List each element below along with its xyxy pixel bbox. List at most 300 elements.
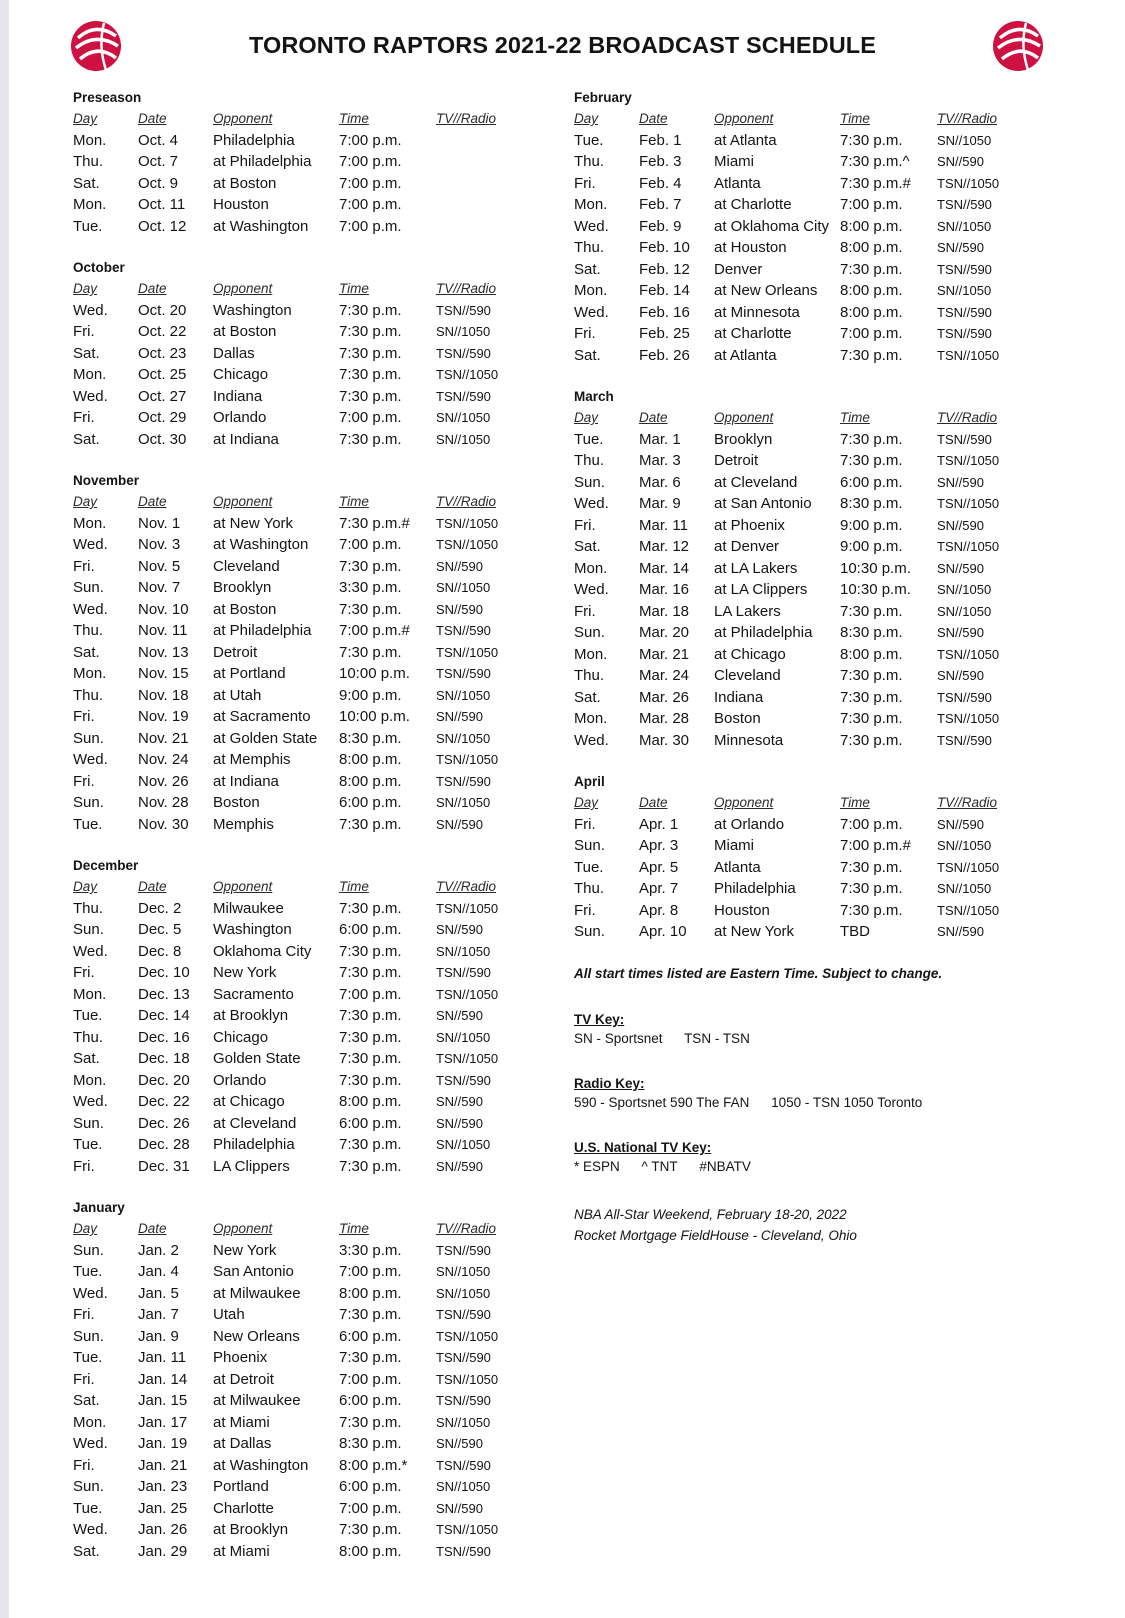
- game-opponent: at Detroit: [213, 1370, 274, 1388]
- game-row: [73, 1390, 526, 1412]
- allstar-venue: Rocket Mortgage FieldHouse - Cleveland, Ohio: [574, 1228, 857, 1243]
- game-broadcast: TSN//1050: [937, 646, 1000, 662]
- game-broadcast: SN//590: [436, 558, 483, 574]
- header-opponent: Opponent: [213, 281, 273, 297]
- game-time: 7:30 p.m.: [339, 1157, 402, 1175]
- game-row: [73, 364, 526, 386]
- allstar-note: [574, 1204, 857, 1246]
- game-opponent: Washington: [213, 921, 292, 939]
- game-row: [73, 984, 526, 1006]
- game-row: [574, 687, 1027, 709]
- game-broadcast: TSN//1050: [436, 1371, 499, 1387]
- tv-key-item: TSN - TSN: [684, 1031, 750, 1046]
- game-time: 7:00 p.m.: [840, 815, 903, 833]
- month-heading: Preseason: [73, 90, 142, 105]
- game-date: Oct. 30: [138, 430, 187, 448]
- game-row: [574, 194, 1027, 216]
- game-broadcast: TSN//1050: [937, 902, 1000, 918]
- game-opponent: Denver: [714, 260, 763, 278]
- game-time: 7:30 p.m.: [339, 964, 402, 982]
- game-date: Feb. 14: [639, 282, 690, 300]
- game-broadcast: SN//1050: [937, 881, 992, 897]
- game-row: [73, 814, 526, 836]
- allstar-line: NBA All-Star Weekend, February 18-20, 2022: [574, 1207, 847, 1222]
- game-day: Sat.: [73, 643, 100, 661]
- game-opponent: at Chicago: [213, 1093, 285, 1111]
- game-day: Tue.: [73, 1349, 103, 1367]
- game-date: Jan. 11: [138, 1349, 187, 1367]
- header-opponent: Opponent: [213, 1221, 273, 1237]
- game-opponent: at Boston: [213, 600, 277, 618]
- game-opponent: Minnesota: [714, 731, 784, 749]
- game-row: [73, 1240, 526, 1262]
- game-opponent: at New Orleans: [714, 282, 818, 300]
- game-row: [73, 919, 526, 941]
- game-opponent: Sacramento: [213, 985, 294, 1003]
- game-date: Feb. 10: [639, 239, 690, 257]
- game-date: Apr. 5: [639, 858, 679, 876]
- game-row: [73, 1476, 526, 1498]
- game-broadcast: TSN//590: [937, 304, 992, 320]
- game-time: 8:00 p.m.: [339, 751, 402, 769]
- game-date: Jan. 26: [138, 1521, 188, 1539]
- game-time: 7:00 p.m.#: [840, 837, 911, 855]
- game-broadcast: TSN//590: [937, 732, 992, 748]
- game-opponent: at Boston: [213, 174, 277, 192]
- radio-key-title: Radio Key:: [574, 1076, 645, 1091]
- game-day: Sat.: [574, 346, 601, 364]
- game-row: [73, 1519, 526, 1541]
- game-broadcast: SN//1050: [937, 838, 992, 854]
- game-day: Fri.: [73, 557, 95, 575]
- header-date: Date: [639, 111, 668, 127]
- game-row: [73, 1134, 526, 1156]
- header-tv-radio: TV//Radio: [436, 1221, 497, 1237]
- game-date: Nov. 13: [138, 643, 189, 661]
- game-row: [574, 450, 1027, 472]
- game-row: [73, 620, 526, 642]
- page-title: TORONTO RAPTORS 2021-22 BROADCAST SCHEDULE: [248, 32, 877, 58]
- game-opponent: at Oklahoma City: [714, 217, 830, 235]
- game-row: [574, 216, 1027, 238]
- game-opponent: at Atlanta: [714, 346, 777, 364]
- game-broadcast: TSN//1050: [436, 1522, 499, 1538]
- game-date: Nov. 11: [138, 622, 188, 640]
- game-date: Mar. 12: [639, 538, 690, 556]
- game-time: 7:30 p.m.: [840, 901, 903, 919]
- game-row: [73, 173, 526, 195]
- game-opponent: Washington: [213, 301, 292, 319]
- game-date: Nov. 15: [138, 665, 189, 683]
- game-date: Apr. 1: [639, 815, 679, 833]
- game-row: [73, 792, 526, 814]
- game-day: Sat.: [73, 1392, 100, 1410]
- game-day: Mon.: [73, 665, 107, 683]
- header-day: Day: [574, 410, 599, 426]
- game-opponent: at New York: [714, 923, 795, 941]
- header-time: Time: [339, 1221, 369, 1237]
- game-day: Mon.: [73, 514, 107, 532]
- game-time: 7:30 p.m.: [339, 643, 402, 661]
- game-row: [73, 216, 526, 238]
- game-broadcast: SN//1050: [436, 943, 491, 959]
- game-opponent: at Chicago: [714, 645, 786, 663]
- game-date: Dec. 14: [138, 1007, 190, 1025]
- game-row: [73, 1541, 526, 1563]
- game-opponent: Chicago: [213, 366, 269, 384]
- game-opponent: Cleveland: [213, 557, 280, 575]
- game-time: 7:30 p.m.: [339, 1050, 402, 1068]
- game-day: Sat.: [574, 688, 601, 706]
- game-day: Sat.: [73, 174, 100, 192]
- game-row: [73, 1304, 526, 1326]
- game-day: Sat.: [73, 1050, 100, 1068]
- column-headers: [574, 407, 1027, 429]
- game-date: Nov. 21: [138, 729, 189, 747]
- game-broadcast: TSN//1050: [937, 539, 1000, 555]
- game-day: Tue.: [73, 1007, 103, 1025]
- game-day: Wed.: [574, 731, 609, 749]
- game-time: 7:30 p.m.: [339, 1136, 402, 1154]
- game-time: 8:00 p.m.: [840, 217, 903, 235]
- game-day: Thu.: [73, 686, 104, 704]
- game-opponent: at Denver: [714, 538, 780, 556]
- game-day: Mon.: [73, 985, 107, 1003]
- game-row: [73, 151, 526, 173]
- game-opponent: at Miami: [213, 1413, 270, 1431]
- tv-key-item: SN - Sportsnet: [574, 1031, 663, 1046]
- radio-key-item: 590 - Sportsnet 590 The FAN: [574, 1095, 750, 1110]
- game-day: Fri.: [574, 325, 596, 343]
- game-day: Wed.: [73, 1093, 108, 1111]
- game-broadcast: TSN//1050: [436, 537, 499, 553]
- game-row: [73, 1113, 526, 1135]
- game-broadcast: SN//1050: [436, 1414, 491, 1430]
- month-heading: December: [73, 858, 139, 873]
- header-date: Date: [138, 111, 167, 127]
- game-opponent: at Dallas: [213, 1435, 272, 1453]
- game-opponent: Charlotte: [213, 1499, 274, 1517]
- column-headers: [73, 1218, 526, 1240]
- game-day: Wed.: [73, 387, 108, 405]
- game-opponent: San Antonio: [213, 1263, 294, 1281]
- game-date: Mar. 24: [639, 667, 690, 685]
- game-day: Sun.: [73, 1327, 104, 1345]
- game-broadcast: TSN//590: [937, 431, 992, 447]
- game-day: Wed.: [574, 217, 609, 235]
- game-opponent: New York: [213, 964, 277, 982]
- header-time: Time: [339, 879, 369, 895]
- game-row: [73, 1455, 526, 1477]
- game-broadcast: SN//590: [436, 922, 483, 938]
- game-time: 7:00 p.m.: [339, 985, 402, 1003]
- game-opponent: at Charlotte: [714, 325, 792, 343]
- game-row: [73, 1498, 526, 1520]
- game-row: [73, 577, 526, 599]
- game-broadcast: TSN//590: [937, 197, 992, 213]
- game-row: [574, 237, 1027, 259]
- game-row: [574, 622, 1027, 644]
- game-date: Jan. 4: [138, 1263, 179, 1281]
- game-opponent: LA Clippers: [213, 1157, 290, 1175]
- header-tv-radio: TV//Radio: [937, 111, 998, 127]
- game-time: 8:00 p.m.: [339, 1093, 402, 1111]
- game-date: Oct. 23: [138, 344, 187, 362]
- game-broadcast: SN//1050: [436, 1285, 491, 1301]
- game-date: Feb. 1: [639, 131, 682, 149]
- game-time: 7:30 p.m.: [840, 688, 903, 706]
- game-row: [574, 302, 1027, 324]
- header-time: Time: [840, 410, 870, 426]
- game-broadcast: SN//590: [436, 1094, 483, 1110]
- game-day: Sun.: [73, 794, 104, 812]
- game-time: 8:30 p.m.: [840, 624, 903, 642]
- game-broadcast: SN//1050: [937, 218, 992, 234]
- game-day: Mon.: [574, 196, 608, 214]
- tv-key: [574, 1012, 768, 1046]
- game-time: 7:30 p.m.: [840, 731, 903, 749]
- game-opponent: LA Lakers: [714, 602, 781, 620]
- game-time: 10:00 p.m.: [339, 708, 410, 726]
- game-day: Sat.: [73, 344, 100, 362]
- game-date: Nov. 10: [138, 600, 189, 618]
- game-opponent: at Philadelphia: [213, 622, 312, 640]
- game-opponent: Boston: [714, 710, 761, 728]
- header-tv-radio: TV//Radio: [436, 281, 497, 297]
- game-time: 7:00 p.m.: [339, 131, 402, 149]
- game-opponent: Detroit: [714, 452, 759, 470]
- game-date: Dec. 8: [138, 942, 182, 960]
- game-row: [574, 323, 1027, 345]
- game-time: 6:00 p.m.: [339, 794, 402, 812]
- game-row: [574, 601, 1027, 623]
- game-opponent: at Boston: [213, 323, 277, 341]
- game-row: [73, 1005, 526, 1027]
- game-time: 7:30 p.m.: [339, 323, 402, 341]
- game-time: 7:00 p.m.: [339, 1263, 402, 1281]
- us-tv-key-item: * ESPN: [574, 1159, 620, 1174]
- game-time: 7:30 p.m.: [840, 602, 903, 620]
- game-time: 7:30 p.m.: [339, 1071, 402, 1089]
- game-opponent: at Milwaukee: [213, 1392, 301, 1410]
- header-time: Time: [339, 281, 369, 297]
- game-opponent: at Houston: [714, 239, 787, 257]
- game-day: Tue.: [73, 1263, 103, 1281]
- column-headers: [73, 108, 526, 130]
- game-date: Dec. 13: [138, 985, 190, 1003]
- game-date: Feb. 7: [639, 196, 682, 214]
- game-opponent: at Minnesota: [714, 303, 800, 321]
- game-date: Oct. 12: [138, 217, 187, 235]
- game-day: Sun.: [574, 473, 605, 491]
- game-broadcast: TSN//1050: [436, 1051, 499, 1067]
- game-row: [73, 534, 526, 556]
- game-date: Dec. 22: [138, 1093, 190, 1111]
- game-opponent: Indiana: [213, 387, 263, 405]
- game-broadcast: TSN//1050: [436, 367, 499, 383]
- game-time: 8:00 p.m.: [339, 772, 402, 790]
- game-row: [73, 771, 526, 793]
- game-time: 7:30 p.m.: [840, 260, 903, 278]
- game-date: Dec. 20: [138, 1071, 190, 1089]
- game-row: [73, 1261, 526, 1283]
- game-opponent: Orlando: [213, 409, 267, 427]
- us-tv-key-title: U.S. National TV Key:: [574, 1140, 712, 1155]
- game-date: Nov. 19: [138, 708, 189, 726]
- game-row: [73, 1369, 526, 1391]
- game-opponent: Oklahoma City: [213, 942, 312, 960]
- game-broadcast: SN//1050: [937, 132, 992, 148]
- game-day: Thu.: [73, 153, 104, 171]
- game-opponent: Utah: [213, 1306, 245, 1324]
- game-day: Sat.: [73, 1542, 100, 1560]
- game-row: [73, 130, 526, 152]
- game-time: 7:30 p.m.: [339, 387, 402, 405]
- header-tv-radio: TV//Radio: [937, 410, 998, 426]
- game-date: Jan. 15: [138, 1392, 188, 1410]
- game-row: [73, 1091, 526, 1113]
- game-day: Mon.: [73, 1413, 107, 1431]
- game-date: Oct. 29: [138, 409, 187, 427]
- us-tv-key: [574, 1140, 769, 1174]
- game-day: Thu.: [73, 899, 104, 917]
- notes-disclaimer: [574, 966, 942, 981]
- game-date: Feb. 9: [639, 217, 682, 235]
- game-date: Mar. 28: [639, 710, 690, 728]
- game-opponent: at San Antonio: [714, 495, 812, 513]
- game-day: Mon.: [73, 196, 107, 214]
- game-broadcast: SN//1050: [436, 795, 491, 811]
- game-day: Wed.: [73, 942, 108, 960]
- header-opponent: Opponent: [213, 494, 273, 510]
- game-row: [73, 513, 526, 535]
- game-time: 7:00 p.m.: [339, 196, 402, 214]
- game-broadcast: TSN//590: [436, 1072, 491, 1088]
- game-time: 9:00 p.m.: [840, 538, 903, 556]
- game-day: Fri.: [73, 1456, 95, 1474]
- game-broadcast: SN//590: [937, 154, 984, 170]
- game-broadcast: SN//590: [436, 1008, 483, 1024]
- game-time: 6:00 p.m.: [339, 1327, 402, 1345]
- schedule-right-column: [574, 88, 1027, 943]
- game-time: TBD: [840, 923, 870, 941]
- game-opponent: at Miami: [213, 1542, 270, 1560]
- game-row: [73, 300, 526, 322]
- game-broadcast: TSN//590: [436, 1543, 491, 1559]
- header-date: Date: [138, 494, 167, 510]
- header-day: Day: [73, 879, 98, 895]
- game-date: Feb. 12: [639, 260, 690, 278]
- game-opponent: New Orleans: [213, 1327, 300, 1345]
- game-opponent: at Brooklyn: [213, 1007, 289, 1025]
- game-time: 7:30 p.m.: [339, 430, 402, 448]
- game-row: [574, 835, 1027, 857]
- game-broadcast: SN//1050: [436, 1264, 491, 1280]
- game-opponent: at Cleveland: [714, 473, 798, 491]
- game-row: [73, 1347, 526, 1369]
- game-row: [73, 898, 526, 920]
- game-date: Oct. 11: [138, 196, 186, 214]
- header-tv-radio: TV//Radio: [436, 879, 497, 895]
- game-row: [574, 345, 1027, 367]
- game-date: Dec. 16: [138, 1028, 190, 1046]
- game-date: Nov. 26: [138, 772, 189, 790]
- header-opponent: Opponent: [714, 410, 774, 426]
- game-broadcast: TSN//590: [436, 965, 491, 981]
- game-opponent: at Orlando: [714, 815, 785, 833]
- game-day: Fri.: [73, 772, 95, 790]
- game-broadcast: SN//590: [937, 816, 984, 832]
- game-day: Wed.: [73, 1284, 108, 1302]
- game-opponent: at Philadelphia: [213, 153, 312, 171]
- game-time: 7:30 p.m.: [339, 1028, 402, 1046]
- game-day: Thu.: [574, 239, 605, 257]
- game-broadcast: SN//590: [937, 240, 984, 256]
- game-opponent: Atlanta: [714, 174, 761, 192]
- game-row: [73, 321, 526, 343]
- game-time: 7:30 p.m.#: [339, 514, 410, 532]
- game-time: 7:30 p.m.: [339, 1306, 402, 1324]
- header-date: Date: [138, 1221, 167, 1237]
- game-day: Fri.: [73, 964, 95, 982]
- game-opponent: Philadelphia: [714, 880, 796, 898]
- game-day: Thu.: [574, 880, 605, 898]
- game-row: [574, 515, 1027, 537]
- game-opponent: Brooklyn: [213, 579, 272, 597]
- game-time: 6:00 p.m.: [840, 473, 903, 491]
- game-date: Feb. 25: [639, 325, 690, 343]
- game-row: [73, 728, 526, 750]
- game-time: 7:30 p.m.: [840, 710, 903, 728]
- game-broadcast: TSN//1050: [436, 1328, 499, 1344]
- game-day: Mon.: [73, 1071, 107, 1089]
- month-heading: March: [574, 389, 614, 404]
- header-tv-radio: TV//Radio: [436, 494, 497, 510]
- game-date: Jan. 17: [138, 1413, 188, 1431]
- game-time: 7:30 p.m.: [840, 452, 903, 470]
- game-broadcast: SN//1050: [937, 582, 992, 598]
- game-time: 8:00 p.m.: [840, 303, 903, 321]
- game-time: 7:30 p.m.: [339, 815, 402, 833]
- game-date: Nov. 3: [138, 536, 181, 554]
- game-row: [73, 1048, 526, 1070]
- game-opponent: Milwaukee: [213, 899, 284, 917]
- header-time: Time: [339, 494, 369, 510]
- game-time: 8:30 p.m.: [339, 1435, 402, 1453]
- game-date: Apr. 3: [639, 837, 679, 855]
- page-edge: [0, 0, 9, 1618]
- game-row: [73, 599, 526, 621]
- header-date: Date: [639, 795, 668, 811]
- game-opponent: Philadelphia: [213, 131, 295, 149]
- game-broadcast: TSN//590: [436, 302, 491, 318]
- game-date: Dec. 28: [138, 1136, 190, 1154]
- game-day: Mon.: [574, 645, 608, 663]
- game-day: Fri.: [73, 1157, 95, 1175]
- game-row: [574, 900, 1027, 922]
- game-date: Oct. 20: [138, 301, 187, 319]
- game-row: [574, 921, 1027, 943]
- game-date: Jan. 9: [138, 1327, 179, 1345]
- game-time: 10:00 p.m.: [339, 665, 410, 683]
- game-date: Jan. 19: [138, 1435, 188, 1453]
- game-date: Jan. 23: [138, 1478, 188, 1496]
- game-row: [73, 749, 526, 771]
- game-day: Thu.: [574, 452, 605, 470]
- game-time: 7:30 p.m.: [339, 942, 402, 960]
- game-date: Oct. 7: [138, 153, 179, 171]
- month-heading: February: [574, 90, 632, 105]
